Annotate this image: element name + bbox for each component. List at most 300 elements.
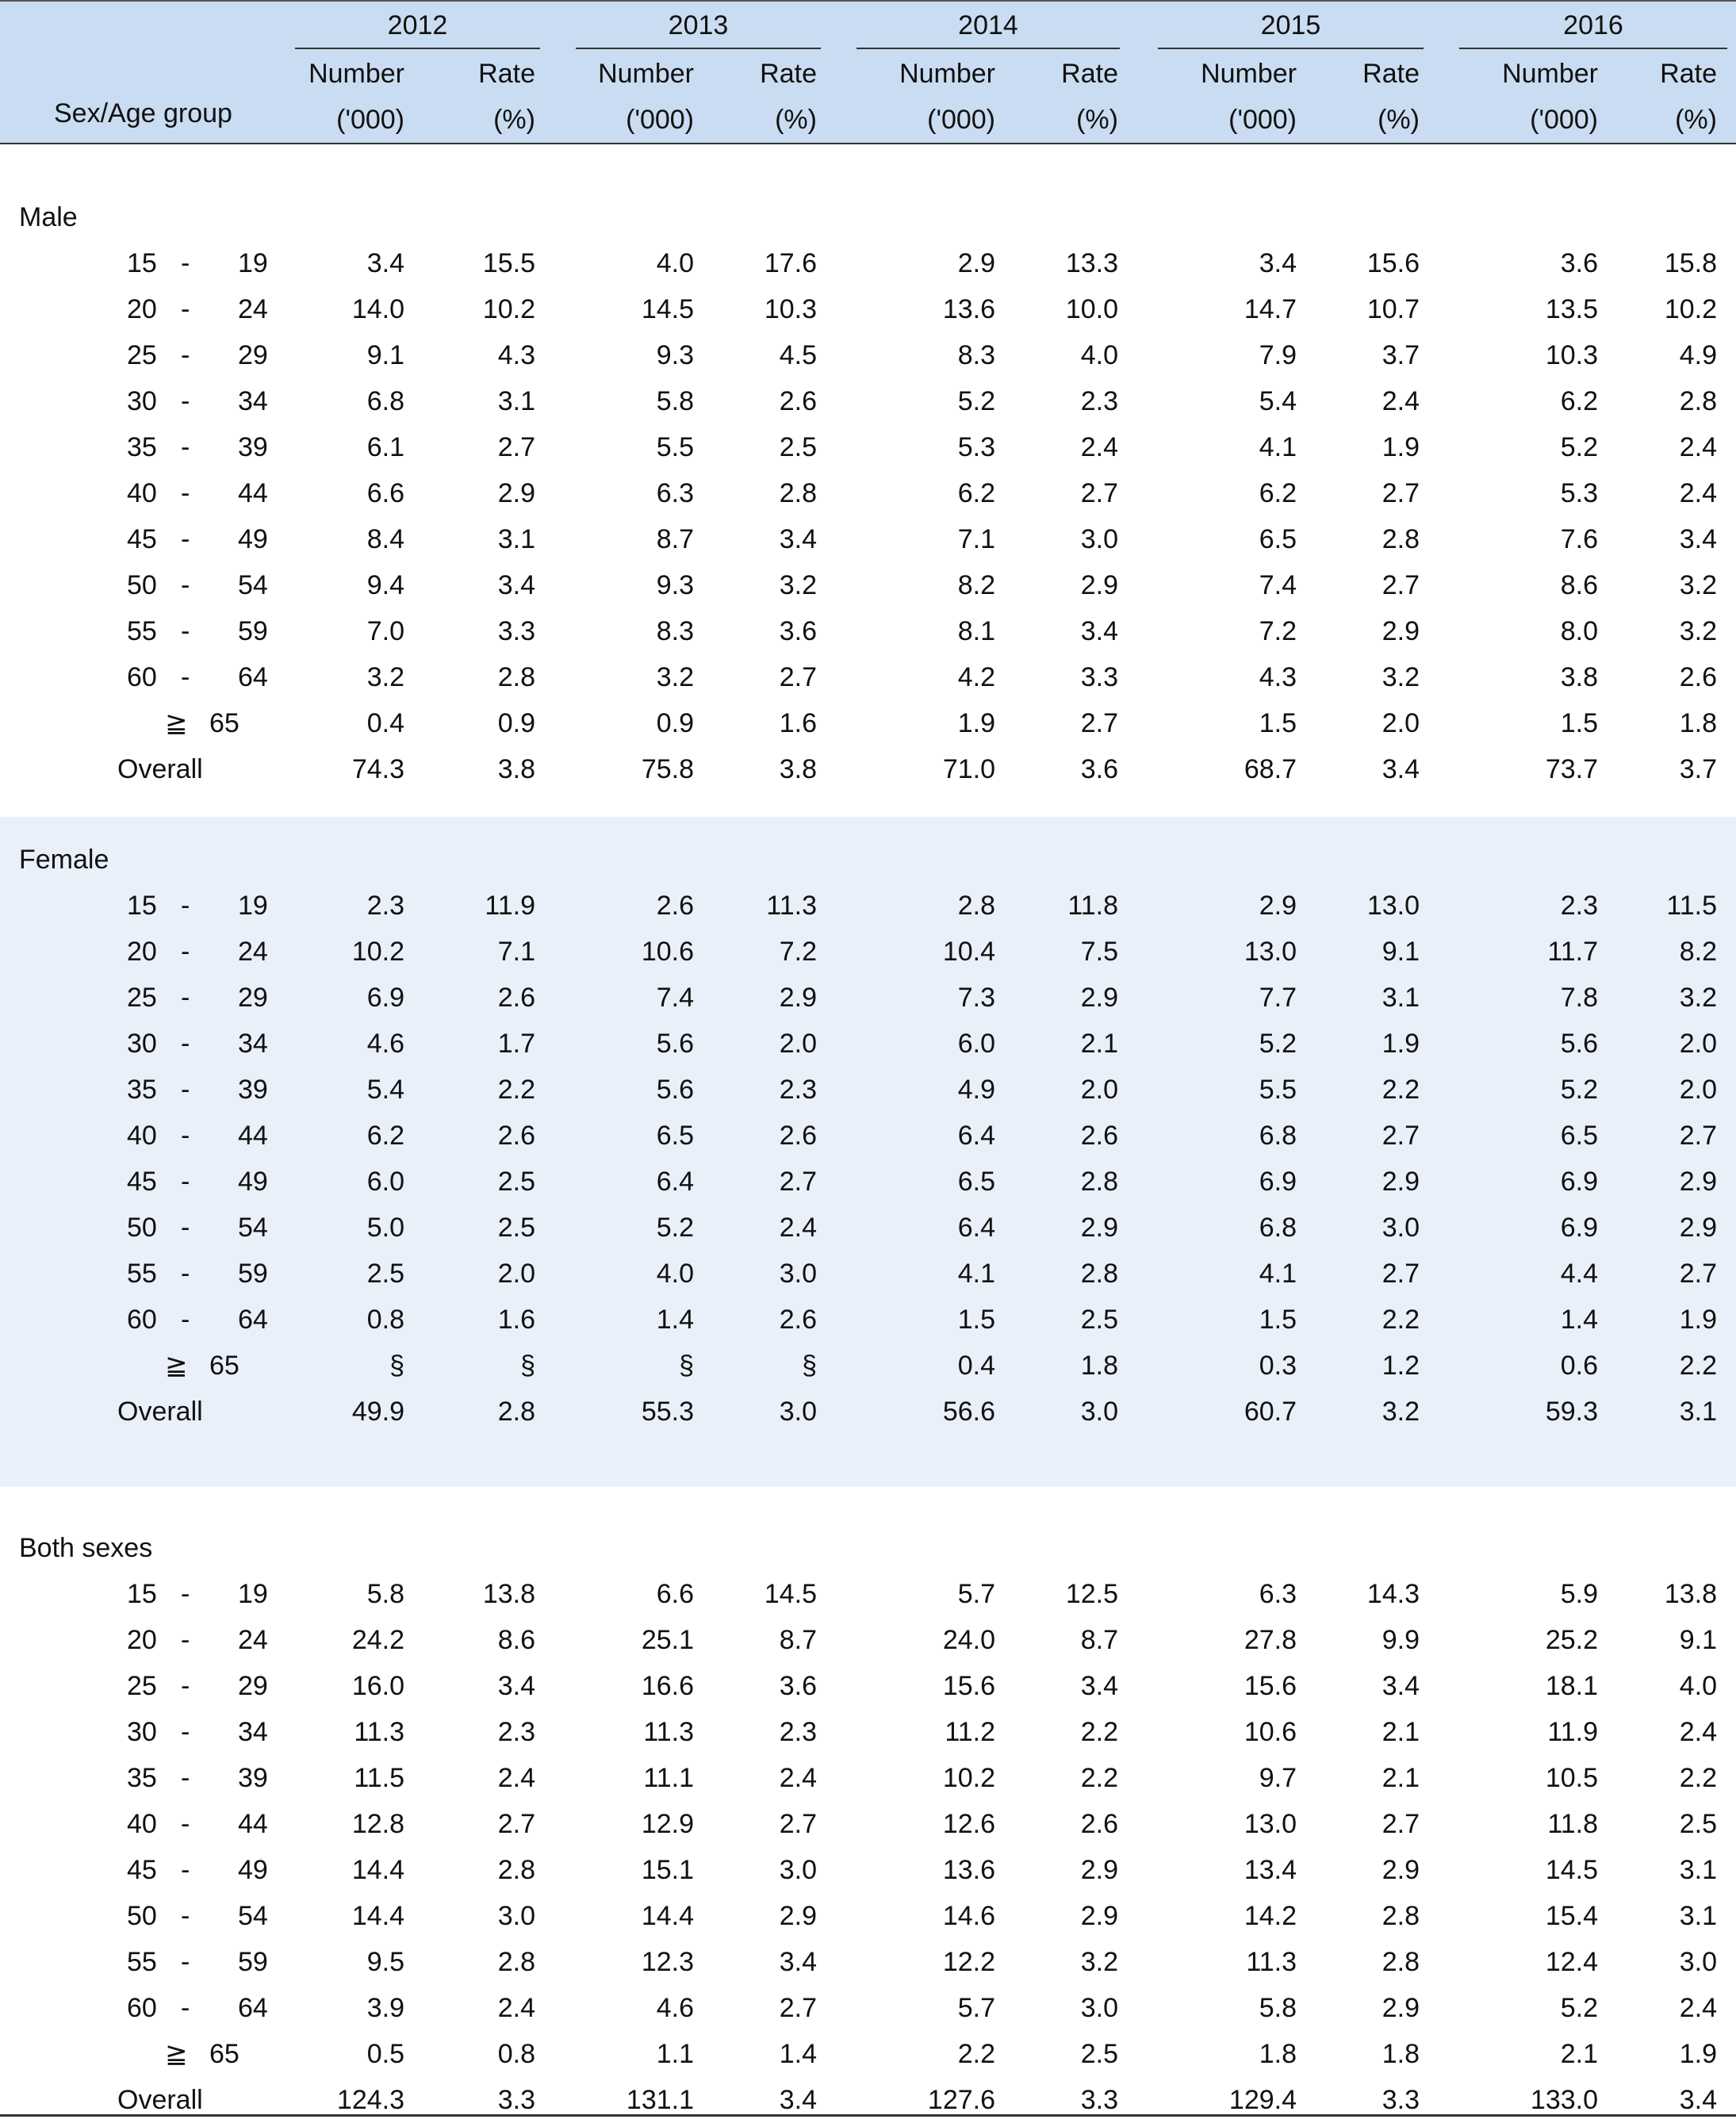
rate-cell: 8.7: [1080, 1625, 1118, 1655]
number-cell: 6.1: [366, 432, 404, 462]
number-cell: 4.3: [1259, 662, 1297, 692]
rate-unit-header: (%): [1675, 105, 1717, 135]
age-from: 60: [127, 662, 157, 692]
number-unit-header: ('000): [626, 105, 694, 135]
number-cell: 0.3: [1259, 1351, 1297, 1381]
rate-cell: 2.0: [779, 1029, 817, 1059]
rate-cell: 3.3: [1080, 662, 1118, 692]
number-cell: 13.0: [1244, 937, 1297, 967]
number-unit-header: ('000): [1530, 105, 1598, 135]
table-row: [0, 1755, 1736, 1801]
number-cell: 8.7: [656, 524, 694, 554]
age-from: 15: [127, 891, 157, 921]
rate-cell: 13.8: [482, 1579, 535, 1609]
age-dash: -: [181, 570, 190, 600]
number-cell: 2.3: [1560, 891, 1598, 921]
section-title: Male: [19, 202, 78, 232]
rate-cell: 2.9: [1080, 1855, 1118, 1885]
number-cell: 11.1: [643, 1763, 694, 1793]
number-cell: 5.6: [656, 1075, 694, 1105]
rate-cell: 2.4: [1679, 1993, 1717, 2023]
rate-cell: 9.1: [1382, 937, 1420, 967]
rate-cell: 2.8: [1382, 524, 1420, 554]
table-row: [0, 424, 1736, 470]
rate-cell: 10.7: [1366, 294, 1420, 324]
rate-cell: 2.6: [1080, 1809, 1118, 1839]
number-cell: 6.5: [1259, 524, 1297, 554]
number-cell: 9.7: [1259, 1763, 1297, 1793]
rate-cell: 2.3: [497, 1717, 535, 1747]
table-row: [0, 1297, 1736, 1343]
age-from: 20: [127, 294, 157, 324]
number-cell: 5.0: [366, 1213, 404, 1243]
rate-cell: 2.7: [779, 662, 817, 692]
rate-cell: 10.3: [764, 294, 817, 324]
year-underline: [1459, 48, 1727, 49]
rate-cell: 1.8: [1679, 708, 1717, 738]
year-header: 2015: [1260, 10, 1321, 40]
number-cell: 9.3: [656, 340, 694, 370]
number-cell: 5.3: [957, 432, 995, 462]
age-dash: -: [181, 1671, 190, 1701]
rate-cell: 2.0: [1679, 1075, 1717, 1105]
age-from: 45: [127, 1855, 157, 1885]
rate-cell: 3.0: [1080, 1993, 1118, 2023]
rate-cell: 2.6: [779, 1121, 817, 1151]
rate-cell: 2.2: [1382, 1075, 1420, 1105]
age-from: 25: [127, 340, 157, 370]
number-cell: 6.9: [366, 983, 404, 1013]
rate-cell: 2.9: [1382, 1167, 1420, 1197]
rate-cell: 15.8: [1664, 248, 1717, 278]
number-cell: 5.2: [1560, 1075, 1598, 1105]
section-title: Female: [19, 845, 109, 875]
number-cell: 16.6: [641, 1671, 694, 1701]
rate-cell: 8.6: [497, 1625, 535, 1655]
rate-cell: 3.2: [1080, 1947, 1118, 1977]
number-cell: 5.9: [1560, 1579, 1598, 1609]
rate-cell: 2.7: [497, 432, 535, 462]
number-cell: 10.6: [1244, 1717, 1297, 1747]
rate-unit-header: (%): [1378, 105, 1420, 135]
number-cell: 5.2: [1560, 432, 1598, 462]
age-to: 59: [238, 1259, 268, 1289]
number-cell: 8.3: [957, 340, 995, 370]
number-cell: 5.8: [366, 1579, 404, 1609]
rate-cell: 8.2: [1679, 937, 1717, 967]
rate-header: Rate: [478, 59, 535, 89]
rate-cell: 2.9: [1382, 616, 1420, 646]
number-cell: 2.6: [656, 891, 694, 921]
age-dash: -: [181, 1763, 190, 1793]
number-cell: 1.5: [1259, 708, 1297, 738]
rate-cell: 3.4: [1080, 616, 1118, 646]
age-dash: -: [181, 1305, 190, 1335]
number-cell: 0.9: [656, 708, 694, 738]
number-cell: 25.1: [641, 1625, 694, 1655]
number-cell: 10.4: [942, 937, 995, 967]
rate-cell: 3.2: [1679, 983, 1717, 1013]
number-cell: 5.4: [1259, 386, 1297, 416]
rate-cell: 4.3: [497, 340, 535, 370]
table-row: [0, 1251, 1736, 1297]
number-cell: 6.6: [366, 478, 404, 508]
number-cell: 6.5: [1560, 1121, 1598, 1151]
age-dash: -: [181, 248, 190, 278]
rate-cell: 3.3: [497, 616, 535, 646]
rate-cell: 3.1: [497, 524, 535, 554]
number-cell: 18.1: [1545, 1671, 1598, 1701]
rate-cell: 7.5: [1080, 937, 1118, 967]
rate-cell: 3.1: [497, 386, 535, 416]
number-cell: 75.8: [641, 754, 694, 784]
rate-cell: 10.0: [1065, 294, 1118, 324]
rate-header: Rate: [1061, 59, 1118, 89]
number-cell: 6.9: [1560, 1213, 1598, 1243]
rate-cell: 2.4: [497, 1993, 535, 2023]
rate-cell: 3.2: [1679, 616, 1717, 646]
age-to: 24: [238, 294, 268, 324]
age-to: 39: [238, 1763, 268, 1793]
number-cell: 11.2: [945, 1717, 995, 1747]
number-cell: 129.4: [1228, 2085, 1297, 2115]
number-cell: 5.5: [656, 432, 694, 462]
age-dash: -: [181, 662, 190, 692]
age-from: 55: [127, 616, 157, 646]
number-cell: 127.6: [927, 2085, 995, 2115]
rate-cell: 2.7: [1679, 1259, 1717, 1289]
age-to: 24: [238, 937, 268, 967]
number-cell: 8.0: [1560, 616, 1598, 646]
number-cell: 6.2: [366, 1121, 404, 1151]
rate-cell: 2.8: [1080, 1259, 1118, 1289]
number-cell: 7.9: [1259, 340, 1297, 370]
age-from: 50: [127, 1213, 157, 1243]
number-cell: 12.6: [942, 1809, 995, 1839]
number-cell: 2.2: [957, 2039, 995, 2069]
table-row: [0, 1847, 1736, 1893]
number-cell: 1.4: [656, 1305, 694, 1335]
rate-cell: 2.1: [1080, 1029, 1118, 1059]
number-cell: 0.4: [957, 1351, 995, 1381]
number-cell: 4.0: [656, 1259, 694, 1289]
rate-cell: §: [520, 1351, 535, 1381]
table-row: [0, 883, 1736, 929]
rate-cell: 2.7: [1382, 478, 1420, 508]
age-from: 45: [127, 524, 157, 554]
rate-cell: 2.7: [1080, 478, 1118, 508]
rate-cell: 3.4: [779, 2085, 817, 2115]
age-to: 39: [238, 432, 268, 462]
number-cell: 14.6: [942, 1901, 995, 1931]
age-to: 34: [238, 386, 268, 416]
age-dash: -: [181, 1121, 190, 1151]
age-from: 50: [127, 1901, 157, 1931]
number-cell: 4.4: [1560, 1259, 1598, 1289]
age-from: 30: [127, 1029, 157, 1059]
rate-cell: 2.0: [1679, 1029, 1717, 1059]
number-header: Number: [598, 59, 694, 89]
year-underline: [295, 48, 540, 49]
number-cell: 133.0: [1530, 2085, 1598, 2115]
age-to: 44: [238, 1121, 268, 1151]
rate-cell: 3.3: [1080, 2085, 1118, 2115]
number-cell: 24.0: [942, 1625, 995, 1655]
number-cell: 12.8: [351, 1809, 404, 1839]
age-dash: -: [181, 1625, 190, 1655]
rate-cell: 2.7: [1382, 1121, 1420, 1151]
number-cell: 5.2: [1560, 1993, 1598, 2023]
rate-cell: 2.6: [497, 983, 535, 1013]
number-cell: 2.5: [366, 1259, 404, 1289]
rate-cell: 2.2: [1382, 1305, 1420, 1335]
rate-cell: 3.6: [779, 616, 817, 646]
rate-cell: 3.0: [1080, 524, 1118, 554]
number-cell: 11.3: [643, 1717, 694, 1747]
number-cell: 14.4: [351, 1901, 404, 1931]
rate-cell: 3.8: [779, 754, 817, 784]
number-header: Number: [1502, 59, 1598, 89]
number-cell: 5.2: [656, 1213, 694, 1243]
rate-cell: 14.3: [1366, 1579, 1420, 1609]
rate-cell: 7.1: [497, 937, 535, 967]
rate-cell: 3.0: [1080, 1397, 1118, 1427]
number-cell: 5.2: [1259, 1029, 1297, 1059]
table-row: [0, 1663, 1736, 1709]
table-row: [0, 1939, 1736, 1985]
number-cell: 16.0: [351, 1671, 404, 1701]
number-cell: 8.4: [366, 524, 404, 554]
table-row: [0, 1343, 1736, 1389]
rate-cell: 2.2: [1679, 1763, 1717, 1793]
rate-cell: 1.9: [1679, 1305, 1717, 1335]
number-cell: 60.7: [1244, 1397, 1297, 1427]
number-cell: 3.6: [1560, 248, 1598, 278]
rate-cell: 3.4: [497, 570, 535, 600]
number-cell: 6.3: [1259, 1579, 1297, 1609]
age-dash: -: [181, 1259, 190, 1289]
number-cell: 131.1: [626, 2085, 694, 2115]
rate-cell: 2.5: [1679, 1809, 1717, 1839]
rate-cell: 2.7: [779, 1167, 817, 1197]
number-cell: 10.6: [641, 937, 694, 967]
number-cell: 14.0: [351, 294, 404, 324]
rate-cell: 15.5: [482, 248, 535, 278]
number-cell: 11.3: [354, 1717, 404, 1747]
number-cell: 1.8: [1259, 2039, 1297, 2069]
number-cell: 10.2: [942, 1763, 995, 1793]
number-cell: 59.3: [1545, 1397, 1598, 1427]
table-row: [0, 608, 1736, 654]
number-cell: 2.3: [366, 891, 404, 921]
number-cell: 8.3: [656, 616, 694, 646]
number-cell: 7.8: [1560, 983, 1598, 1013]
number-cell: 0.4: [366, 708, 404, 738]
number-cell: 5.6: [656, 1029, 694, 1059]
age-dash: -: [181, 386, 190, 416]
rate-cell: 9.1: [1679, 1625, 1717, 1655]
age-to: 19: [238, 1579, 268, 1609]
number-cell: 6.3: [656, 478, 694, 508]
rate-cell: 9.9: [1382, 1625, 1420, 1655]
table-row: [0, 654, 1736, 700]
rate-cell: 2.8: [779, 478, 817, 508]
table-row: [0, 1709, 1736, 1755]
rate-cell: 2.5: [497, 1167, 535, 1197]
table-row: [0, 1205, 1736, 1251]
number-cell: 5.8: [656, 386, 694, 416]
age-to: 64: [238, 1305, 268, 1335]
age-to: 64: [238, 1993, 268, 2023]
rate-cell: 2.9: [1080, 983, 1118, 1013]
number-cell: 14.2: [1244, 1901, 1297, 1931]
age-dash: -: [181, 524, 190, 554]
age-to: 19: [238, 891, 268, 921]
number-cell: 15.1: [641, 1855, 694, 1885]
rate-cell: 4.9: [1679, 340, 1717, 370]
rate-cell: 3.1: [1679, 1397, 1717, 1427]
rate-cell: 3.7: [1382, 340, 1420, 370]
number-cell: 2.9: [957, 248, 995, 278]
rate-cell: 2.4: [1679, 1717, 1717, 1747]
number-cell: 14.4: [641, 1901, 694, 1931]
age-from: 30: [127, 1717, 157, 1747]
age-from: 15: [127, 248, 157, 278]
age-from: 20: [127, 1625, 157, 1655]
rate-cell: 11.9: [485, 891, 535, 921]
age-to: 54: [238, 1901, 268, 1931]
number-cell: 2.9: [1259, 891, 1297, 921]
rate-cell: 2.9: [779, 1901, 817, 1931]
table-row: [0, 700, 1736, 746]
age-to: 49: [238, 524, 268, 554]
rate-cell: 2.3: [1080, 386, 1118, 416]
rate-unit-header: (%): [493, 105, 535, 135]
table-row: [0, 1159, 1736, 1205]
age-to: 65: [209, 2039, 240, 2069]
year-underline: [576, 48, 821, 49]
number-cell: 15.4: [1545, 1901, 1598, 1931]
age-dash: -: [181, 891, 190, 921]
rate-cell: 3.2: [779, 570, 817, 600]
rate-cell: 2.0: [497, 1259, 535, 1289]
overall-label: Overall: [117, 754, 203, 784]
number-cell: 6.0: [366, 1167, 404, 1197]
table-row: [0, 975, 1736, 1021]
number-cell: 13.6: [942, 1855, 995, 1885]
number-cell: 6.6: [656, 1579, 694, 1609]
number-cell: 6.2: [957, 478, 995, 508]
number-cell: 4.1: [957, 1259, 995, 1289]
rate-cell: 3.4: [779, 524, 817, 554]
number-cell: 15.6: [1244, 1671, 1297, 1701]
table-row: [0, 746, 1736, 792]
rate-cell: 2.8: [1382, 1901, 1420, 1931]
number-cell: 6.4: [656, 1167, 694, 1197]
number-cell: 11.5: [354, 1763, 404, 1793]
rate-cell: 8.7: [779, 1625, 817, 1655]
rate-cell: 1.6: [779, 708, 817, 738]
age-from: 25: [127, 1671, 157, 1701]
rate-cell: 2.9: [1382, 1855, 1420, 1885]
rate-cell: 2.0: [1382, 708, 1420, 738]
number-cell: §: [679, 1351, 694, 1381]
age-from: 55: [127, 1947, 157, 1977]
table-row: [0, 1113, 1736, 1159]
table-row: [0, 1571, 1736, 1617]
rate-cell: 2.6: [1080, 1121, 1118, 1151]
number-cell: 6.9: [1560, 1167, 1598, 1197]
number-cell: 7.7: [1259, 983, 1297, 1013]
number-cell: 56.6: [942, 1397, 995, 1427]
number-cell: 4.2: [957, 662, 995, 692]
rate-cell: 3.4: [497, 1671, 535, 1701]
rate-cell: 2.6: [497, 1121, 535, 1151]
age-symbol: ≧: [165, 708, 188, 738]
age-dash: -: [181, 1717, 190, 1747]
age-dash: -: [181, 1029, 190, 1059]
rate-cell: 1.9: [1382, 1029, 1420, 1059]
rate-cell: 1.6: [497, 1305, 535, 1335]
rate-cell: 2.8: [497, 1947, 535, 1977]
age-dash: -: [181, 937, 190, 967]
rate-cell: 2.5: [1080, 1305, 1118, 1335]
rate-cell: 2.4: [779, 1763, 817, 1793]
rate-cell: 15.6: [1366, 248, 1420, 278]
number-cell: 10.3: [1545, 340, 1598, 370]
rate-cell: 2.9: [1679, 1213, 1717, 1243]
table-row: [0, 286, 1736, 332]
age-dash: -: [181, 432, 190, 462]
rate-cell: 2.1: [1382, 1717, 1420, 1747]
rate-cell: 3.0: [1679, 1947, 1717, 1977]
rate-cell: 2.8: [1679, 386, 1717, 416]
age-to: 19: [238, 248, 268, 278]
age-from: 55: [127, 1259, 157, 1289]
rate-unit-header: (%): [1076, 105, 1118, 135]
number-cell: 12.4: [1545, 1947, 1598, 1977]
number-cell: 5.8: [1259, 1993, 1297, 2023]
table-row: [0, 240, 1736, 286]
number-cell: 1.9: [957, 708, 995, 738]
rate-cell: 1.2: [1382, 1351, 1420, 1381]
age-from: 40: [127, 1809, 157, 1839]
rate-cell: 2.2: [497, 1075, 535, 1105]
number-cell: 0.6: [1560, 1351, 1598, 1381]
age-to: 49: [238, 1855, 268, 1885]
number-header: Number: [899, 59, 995, 89]
number-cell: 12.2: [942, 1947, 995, 1977]
number-cell: 6.8: [366, 386, 404, 416]
rate-cell: 2.8: [497, 1397, 535, 1427]
rate-cell: 3.0: [779, 1397, 817, 1427]
number-cell: 6.4: [957, 1121, 995, 1151]
year-header: 2016: [1563, 10, 1623, 40]
rate-cell: 3.3: [1382, 2085, 1420, 2115]
number-cell: 10.2: [351, 937, 404, 967]
age-dash: -: [181, 1167, 190, 1197]
table-row: [0, 516, 1736, 562]
number-cell: 6.2: [1259, 478, 1297, 508]
age-to: 65: [209, 1351, 240, 1381]
rate-cell: 2.5: [779, 432, 817, 462]
number-cell: 1.1: [656, 2039, 694, 2069]
rate-cell: 2.1: [1382, 1763, 1420, 1793]
rate-cell: 2.2: [1080, 1717, 1118, 1747]
rate-cell: 3.4: [1679, 2085, 1717, 2115]
number-cell: 55.3: [641, 1397, 694, 1427]
table-row: [0, 1389, 1736, 1435]
